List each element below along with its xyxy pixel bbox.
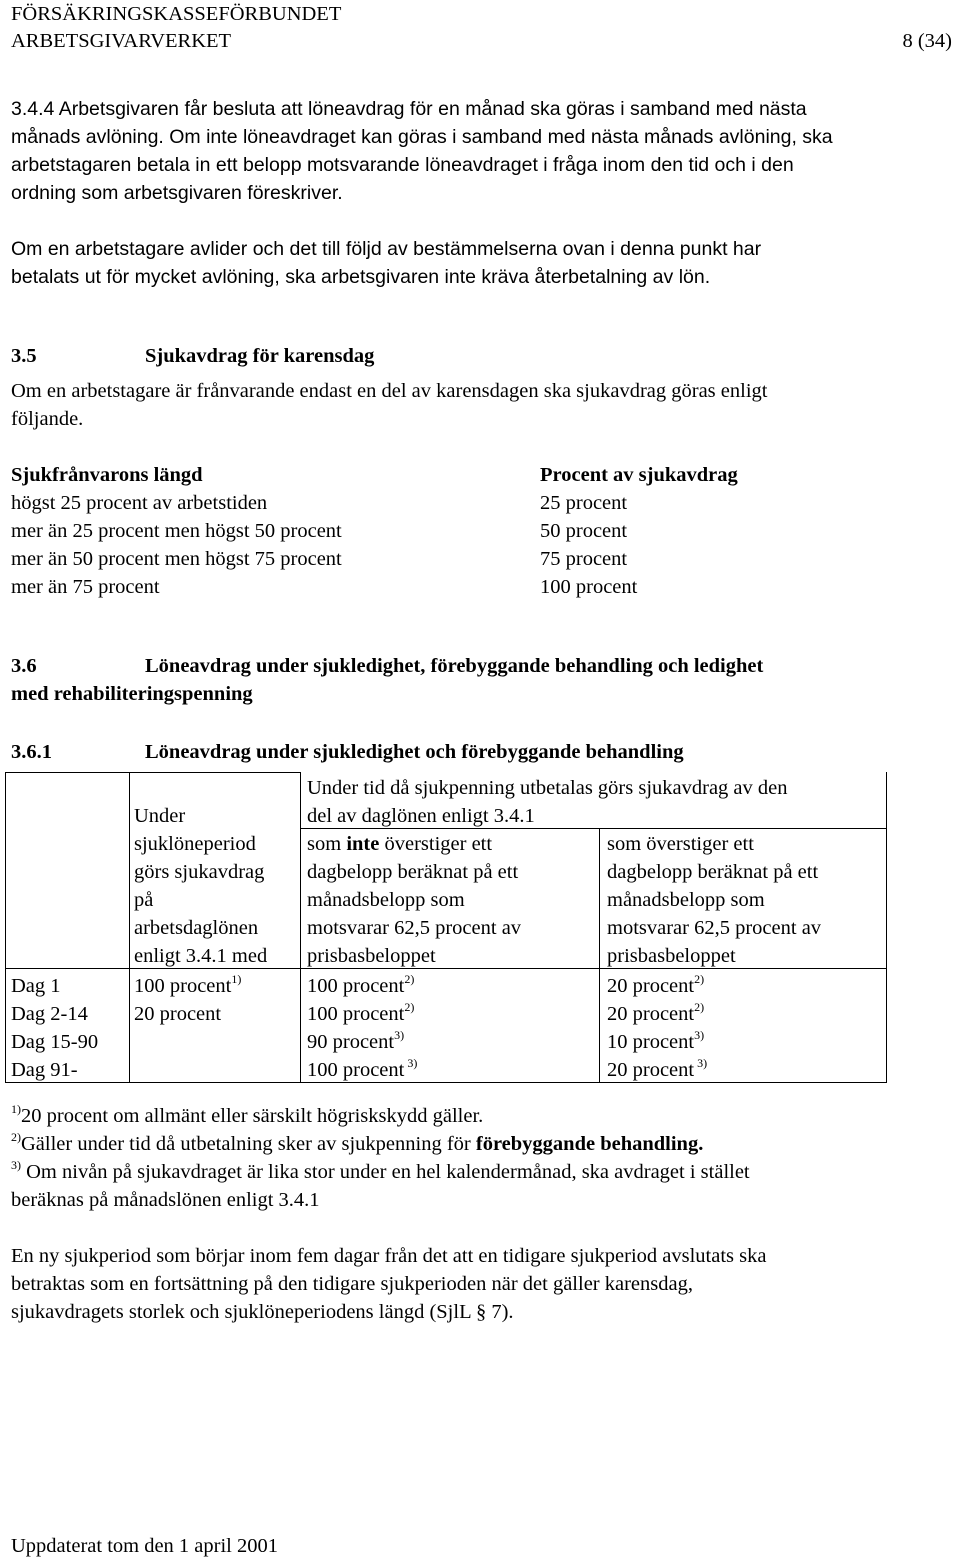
intro-line: betalats ut för mycket avlöning, ska arbetsgivaren inte kräva återbetalning av lön.	[11, 266, 711, 288]
karens-percent: 75 procent	[540, 548, 628, 570]
closing-line: betraktas som en fortsättning på den tidigare sjukperioden när det gäller karensdag,	[11, 1273, 693, 1295]
section-number: 3.6	[11, 655, 37, 677]
col4-header: månadsbelopp som	[607, 889, 765, 911]
col3-header: motsvarar 62,5 procent av	[307, 917, 522, 939]
intro-line: 3.4.4 Arbetsgivaren får besluta att löneavdrag för en månad ska göras i samband med nästa	[11, 98, 807, 120]
section-number: 3.6.1	[11, 741, 52, 763]
page-number: 8 (34)	[902, 30, 952, 52]
col-header-percent: Procent av sjukavdrag	[540, 464, 738, 486]
intro-line: arbetstagaren betala in ett belopp motsvarande löneavdraget i fråga inom den tid och i den	[11, 154, 794, 176]
table-cell: 100 procent$^{1)}$	[134, 972, 242, 997]
footer-updated: Uppdaterat tom den 1 april 2001	[11, 1535, 279, 1557]
table-cell: 100 procent$^{2)}$	[307, 1000, 415, 1025]
col-header-length: Sjukfrånvarons längd	[11, 464, 203, 486]
table-day: Dag 91-	[11, 1059, 78, 1081]
col3-header: som inte överstiger ett	[307, 833, 493, 855]
col2-header: på	[134, 889, 154, 911]
closing-line: sjukavdragets storlek och sjuklöneperiodens längd (SjlL § 7).	[11, 1301, 514, 1323]
col2-header: sjuklöneperiod	[134, 833, 256, 855]
footnote-3-cont: beräknas på månadslönen enligt 3.4.1	[11, 1189, 320, 1211]
col2-header: görs sjukavdrag	[134, 861, 265, 883]
col4-header: som överstiger ett	[607, 833, 754, 855]
table-cell: 90 procent$^{3)}$	[307, 1028, 405, 1053]
col2-header: enligt 3.4.1 med	[134, 945, 268, 967]
intro-line: månads avlöning. Om inte löneavdraget kan göras i samband med nästa månads avlöning, ska	[11, 126, 833, 148]
table-day: Dag 15-90	[11, 1031, 99, 1053]
section-number: 3.5	[11, 345, 37, 367]
section-title: Löneavdrag under sjukledighet, förebyggande behandling och ledighet	[145, 655, 764, 677]
header-org2: ARBETSGIVARVERKET	[11, 30, 232, 52]
col4-header: dagbelopp beräknat på ett	[607, 861, 819, 883]
intro-line: Om en arbetstagare avlider och det till följd av bestämmelserna ovan i denna punkt har	[11, 238, 762, 260]
table-day: Dag 2-14	[11, 1003, 88, 1025]
footnote-3: $^{3)}$ Om nivån på sjukavdraget är lika stor under en hel kalendermånad, ska avdraget i stället	[11, 1158, 750, 1183]
footnote-2: $^{2)}$Gäller under tid då utbetalning sker av sjukpenning för förebyggande behandling.	[11, 1130, 704, 1155]
table-day: Dag 1	[11, 975, 61, 997]
karens-length: mer än 25 procent men högst 50 procent	[11, 520, 342, 542]
col3-header: dagbelopp beräknat på ett	[307, 861, 519, 883]
table-top-header: del av daglönen enligt 3.4.1	[307, 805, 535, 827]
col2-header: arbetsdaglönen	[134, 917, 259, 939]
karens-length: mer än 50 procent men högst 75 procent	[11, 548, 342, 570]
header-org: FÖRSÄKRINGSKASSEFÖRBUNDET	[11, 3, 342, 25]
footnote-1: $^{1)}$20 procent om allmänt eller särskilt högriskskydd gäller.	[11, 1102, 484, 1127]
table-cell: 20 procent $^{3)}$	[607, 1056, 708, 1081]
karens-length: mer än 75 procent	[11, 576, 160, 598]
col4-header: prisbasbeloppet	[607, 945, 736, 967]
closing-line: En ny sjukperiod som börjar inom fem dagar från det att en tidigare sjukperiod avslutats ska	[11, 1245, 767, 1267]
section-title: Löneavdrag under sjukledighet och förebyggande behandling	[145, 741, 684, 763]
table-cell: 20 procent$^{2)}$	[607, 1000, 705, 1025]
col2-header: Under	[134, 805, 186, 827]
intro-line: ordning som arbetsgivaren föreskriver.	[11, 182, 343, 204]
karens-length: högst 25 procent av arbetstiden	[11, 492, 268, 514]
karens-percent: 100 procent	[540, 576, 638, 598]
section-text: Om en arbetstagare är frånvarande endast en del av karensdagen ska sjukavdrag göras enligt	[11, 380, 768, 402]
table-cell: 100 procent $^{3)}$	[307, 1056, 418, 1081]
table-cell: 20 procent$^{2)}$	[607, 972, 705, 997]
col3-header: prisbasbeloppet	[307, 945, 436, 967]
karens-percent: 50 procent	[540, 520, 628, 542]
karens-percent: 25 procent	[540, 492, 628, 514]
section-title: Sjukavdrag för karensdag	[145, 345, 375, 367]
table-cell: 20 procent	[134, 1003, 222, 1025]
table-cell: 10 procent$^{3)}$	[607, 1028, 705, 1053]
table-top-header: Under tid då sjukpenning utbetalas görs sjukavdrag av den	[307, 777, 788, 799]
table-cell: 100 procent$^{2)}$	[307, 972, 415, 997]
col3-header: månadsbelopp som	[307, 889, 465, 911]
section-text: följande.	[11, 408, 84, 430]
col4-header: motsvarar 62,5 procent av	[607, 917, 822, 939]
section-title-cont: med rehabiliteringspenning	[11, 683, 253, 705]
